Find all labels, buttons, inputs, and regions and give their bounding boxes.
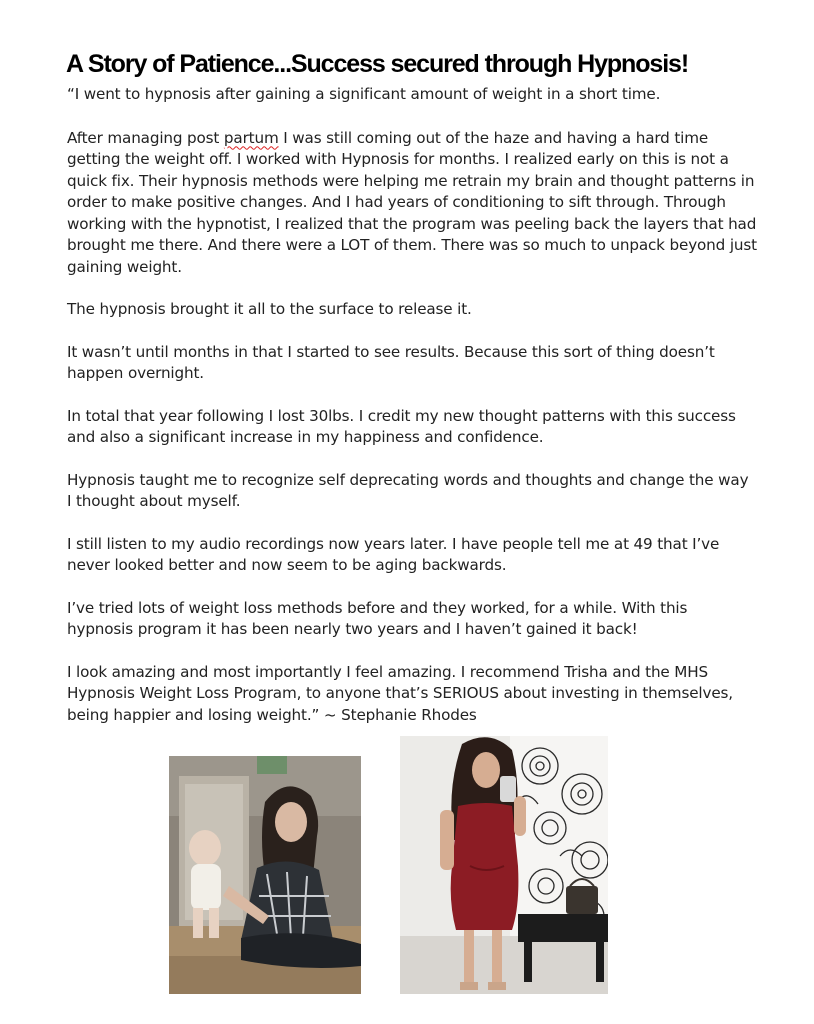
paragraph-self-talk: Hypnosis taught me to recognize self deprecating words and thoughts and change the way I thought about myself. (67, 470, 749, 510)
page-title: A Story of Patience...Success secured through Hypnosis! (66, 50, 689, 78)
paragraph-post-partum (67, 128, 757, 279)
after-photo (400, 736, 608, 994)
paragraph-intro: “I went to hypnosis after gaining a significant amount of weight in a short time. (67, 85, 661, 103)
paragraph-text-before: After managing post (67, 128, 224, 147)
paragraph-recommendation: I look amazing and most importantly I feel amazing. I recommend Trisha and the MHS Hypnosis Weight Loss Program, to anyone that’s SERIOUS about investing in themselves, being happier and losing weight.” ~ Stephanie Rhodes (67, 662, 733, 724)
paragraph-text-after: I was still coming out of the haze and having a hard time getting the weight off. I worked with Hypnosis for months. I realized early on this is not a quick fix. Their hypnosis methods were helping me retrain my brain and thought patterns in order to make positive changes. And I had years of conditioning to sift through. Through working with the hypnotist, I realized that the program was peeling back the layers that had brought me there. And there were a LOT of them. There was so much to unpack beyond just gaining weight. (67, 128, 757, 276)
paragraph-total: In total that year following I lost 30lbs. I credit my new thought patterns with this success and also a significant increase in my happiness and confidence. (67, 406, 736, 446)
misspelled-word: partum (223, 128, 279, 147)
paragraph-recordings: I still listen to my audio recordings now years later. I have people tell me at 49 that I’ve never looked better and now seem to be aging backwards. (67, 534, 720, 574)
paragraph-surface: The hypnosis brought it all to the surface to release it. (67, 300, 472, 318)
paragraph-results: It wasn’t until months in that I started to see results. Because this sort of thing doesn’t happen overnight. (67, 342, 715, 382)
testimonial-body (67, 84, 757, 747)
before-photo (169, 756, 361, 994)
paragraph-methods: I’ve tried lots of weight loss methods before and they worked, for a while. With this hypnosis program it has been nearly two years and I haven’t gained it back! (67, 598, 688, 638)
